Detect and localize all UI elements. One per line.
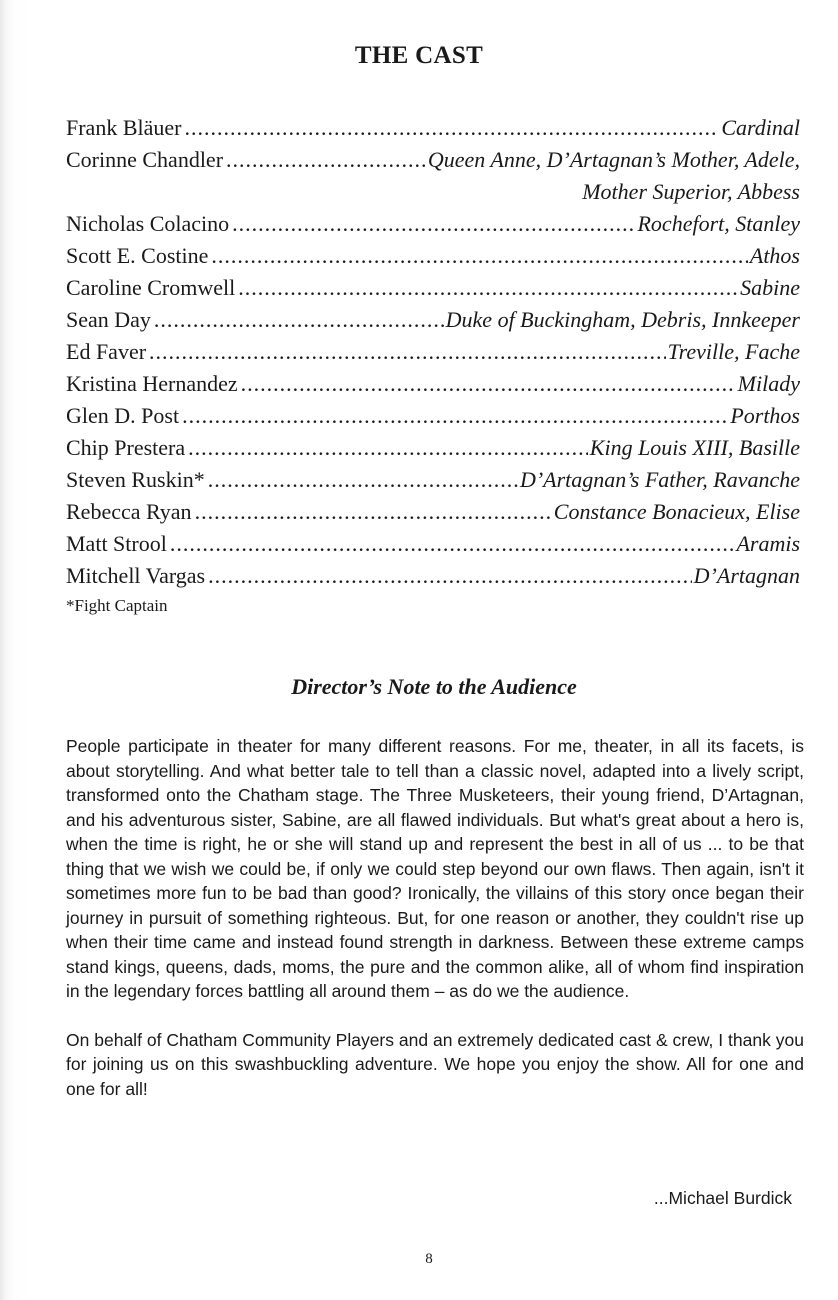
leader-dots xyxy=(232,208,635,240)
leader-dots xyxy=(170,528,735,560)
cast-row xyxy=(66,528,800,560)
note-paragraph: People participate in theater for many different reasons. For me, theater, in all its facets, is about storytelling. And what better tale to tell than a classic novel, adapted into a lively script, transformed onto the Chatham stage. The Three Musketeers, their young friend, D’Artagnan, and his adventurous sister, Sabine, are all flawed individuals. But what's great about a hero is, when the time is right, he or she will stand up and represent the best in all of us ... to be that thing that we wish we could be, if only we could step beyond our own flaws. Then again, isn't it sometimes more fun to be bad than good? Ironically, the villains of this story once began their journey in pursuit of something righteous. But, for one reason or another, they couldn't rise up when their time came and instead found strength in darkness. Between these extreme camps stand kings, queens, dads, moms, the pure and the common alike, all of whom find inspiration in the legendary forces battling all around them – as do we the audience. xyxy=(66,736,804,1001)
cast-row xyxy=(66,400,800,432)
leader-dots xyxy=(195,496,552,528)
cast-row xyxy=(66,432,800,464)
cast-role: D’Artagnan xyxy=(693,563,800,588)
cast-name: Matt Strool xyxy=(66,531,167,556)
cast-row xyxy=(66,112,800,144)
directors-note-heading: Director’s Note to the Audience xyxy=(291,674,577,699)
cast-name: Nicholas Colacino xyxy=(66,211,230,236)
cast-row xyxy=(66,304,800,336)
cast-name: Ed Faver xyxy=(66,339,147,364)
cast-name: Corinne Chandler xyxy=(66,147,224,172)
cast-name: Rebecca Ryan xyxy=(66,499,192,524)
cast-role: Treville, Fache xyxy=(667,339,800,364)
cast-row xyxy=(66,560,800,592)
note-signature: ...Michael Burdick xyxy=(653,1188,792,1208)
cast-name: Scott E. Costine xyxy=(66,243,209,268)
note-paragraph: On behalf of Chatham Community Players and an extremely dedicated cast & crew, I thank you for joining us on this swashbuckling adventure. We hope you enjoy the show. All for one and one for all! xyxy=(66,1029,804,1099)
cast-row xyxy=(66,272,800,304)
leader-dots xyxy=(154,304,444,336)
cast-role-continuation: Mother Superior, Abbess xyxy=(582,179,800,204)
cast-role: Aramis xyxy=(736,531,800,556)
leader-dots xyxy=(208,464,518,496)
cast-title: THE CAST xyxy=(354,42,484,69)
cast-name: Frank Bläuer xyxy=(66,115,182,140)
cast-row xyxy=(66,208,800,240)
cast-row xyxy=(66,336,800,368)
cast-row xyxy=(66,240,800,272)
cast-role: Rochefort, Stanley xyxy=(637,211,800,236)
cast-name: Steven Ruskin* xyxy=(66,467,205,492)
leader-dots xyxy=(182,400,728,432)
leader-dots xyxy=(241,368,736,400)
cast-row xyxy=(66,496,800,528)
cast-row xyxy=(66,464,800,496)
cast-list xyxy=(66,112,800,592)
leader-dots xyxy=(184,112,719,144)
leader-dots xyxy=(208,560,692,592)
leader-dots xyxy=(149,336,666,368)
cast-role: Porthos xyxy=(730,403,800,428)
cast-role: Duke of Buckingham, Debris, Innkeeper xyxy=(445,307,800,332)
cast-name: Glen D. Post xyxy=(66,403,180,428)
leader-dots xyxy=(238,272,738,304)
cast-name: Chip Prestera xyxy=(66,435,186,460)
cast-name: Mitchell Vargas xyxy=(66,563,206,588)
cast-role: Constance Bonacieux, Elise xyxy=(553,499,800,524)
cast-name: Kristina Hernandez xyxy=(66,371,238,396)
leader-dots xyxy=(211,240,747,272)
directors-note-body xyxy=(66,734,804,1101)
cast-row xyxy=(66,368,800,400)
cast-role: Sabine xyxy=(740,275,800,300)
leader-dots xyxy=(188,432,588,464)
cast-role: King Louis XIII, Basille xyxy=(589,435,800,460)
cast-name: Caroline Cromwell xyxy=(66,275,236,300)
cast-role: Queen Anne, D’Artagnan’s Mother, Adele, xyxy=(427,147,800,172)
leader-dots xyxy=(226,144,426,176)
fight-captain-footnote: *Fight Captain xyxy=(66,596,168,615)
cast-role: Cardinal xyxy=(721,115,800,140)
cast-role: Milady xyxy=(737,371,800,396)
cast-role: D’Artagnan’s Father, Ravanche xyxy=(519,467,800,492)
cast-name: Sean Day xyxy=(66,307,151,332)
cast-row xyxy=(66,144,800,176)
cast-role: Athos xyxy=(749,243,800,268)
page-number: 8 xyxy=(425,1251,433,1267)
